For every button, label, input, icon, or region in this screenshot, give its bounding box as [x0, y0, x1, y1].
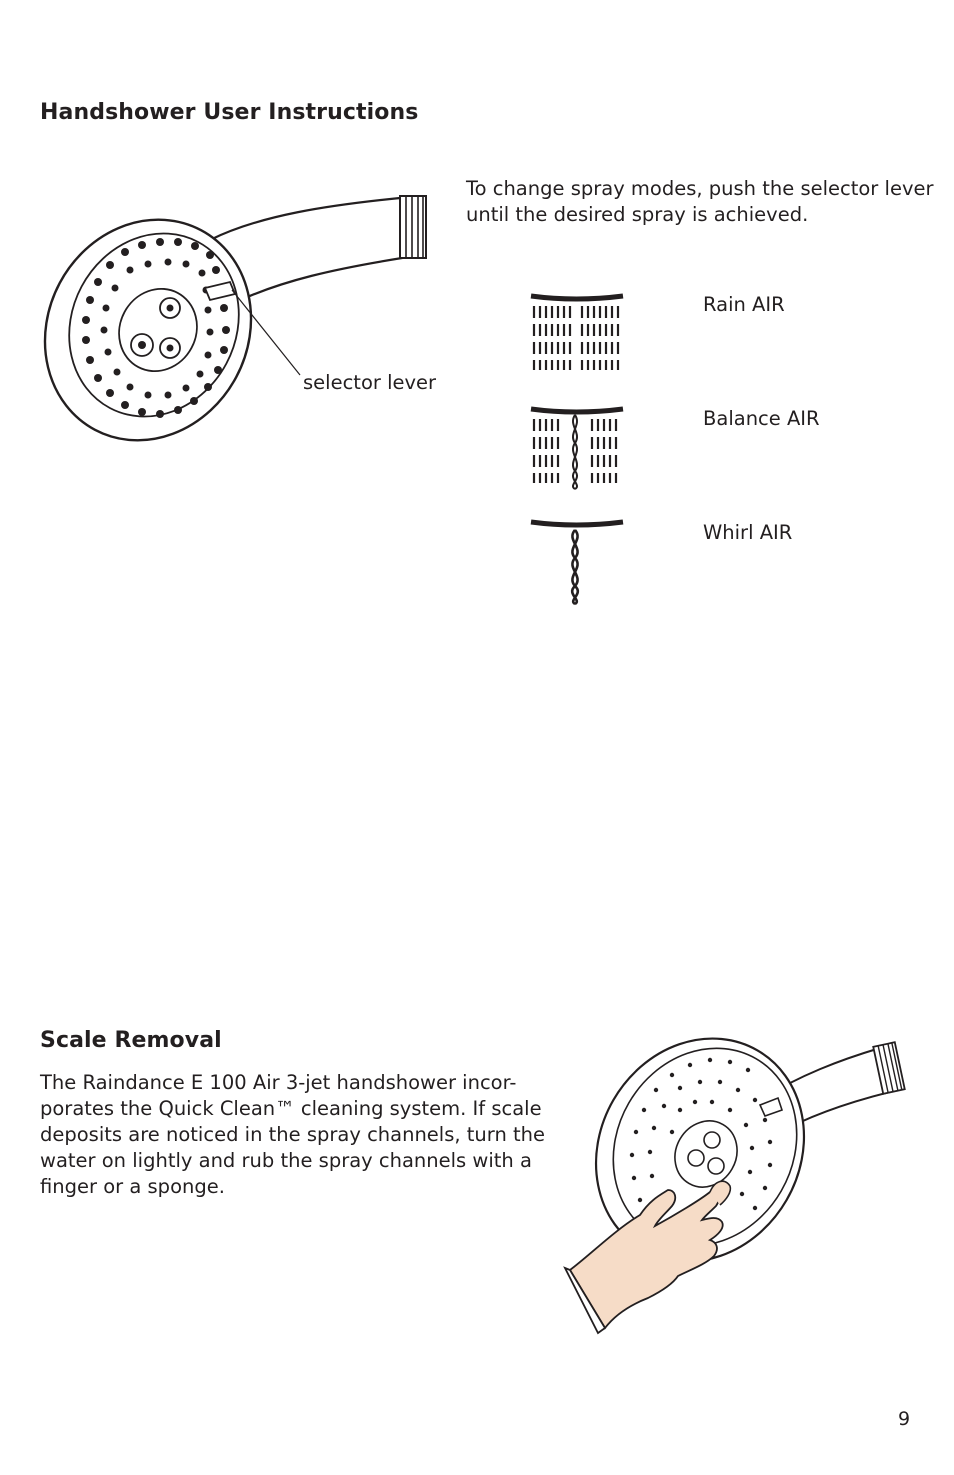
handshower-illustration	[30, 180, 450, 460]
paragraph-line: deposits are noticed in the spray channels, turn the	[40, 1123, 546, 1146]
whirl-spray-icon	[528, 518, 628, 604]
cleaning-hand-illustration	[560, 1030, 910, 1340]
instruction-line: To change spray modes, push the selector lever	[466, 177, 934, 200]
balance-spray-icon	[528, 405, 628, 489]
rain-spray-icon	[528, 292, 628, 376]
spray-mode-instructions	[466, 176, 936, 228]
paragraph-line: porates the Quick Clean™ cleaning system. If scale	[40, 1097, 542, 1120]
instruction-line: until the desired spray is achieved.	[466, 203, 809, 226]
selector-lever-label: selector lever	[303, 371, 437, 394]
paragraph-line: The Raindance E 100 Air 3-jet handshower incor-	[40, 1071, 517, 1094]
paragraph-line: water on lightly and rub the spray channels with a	[40, 1149, 532, 1172]
scale-removal-paragraph	[40, 1070, 550, 1200]
section-heading-scale-removal: Scale Removal	[40, 1028, 222, 1053]
section-heading-user-instructions: Handshower User Instructions	[40, 100, 419, 125]
mode-label-balance: Balance AIR	[703, 407, 820, 430]
paragraph-line: finger or a sponge.	[40, 1175, 225, 1198]
page-number: 9	[898, 1408, 911, 1430]
mode-label-whirl: Whirl AIR	[703, 521, 793, 544]
mode-label-rain: Rain AIR	[703, 293, 785, 316]
